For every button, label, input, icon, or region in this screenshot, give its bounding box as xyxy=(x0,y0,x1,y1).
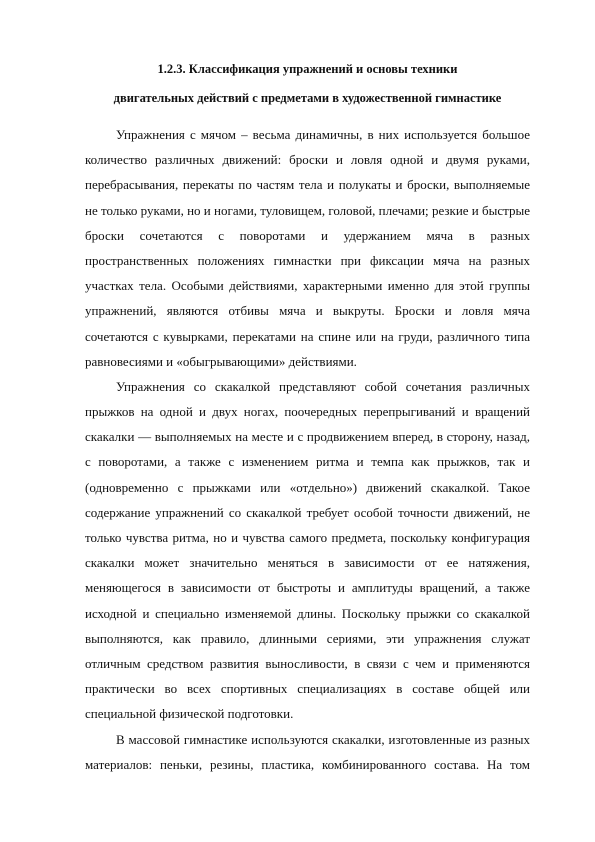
paragraph-line: отличным средством развития выносливости, в связи с чем и применяются xyxy=(85,655,530,671)
paragraph-line: выполняются, как правило, длинными сериями, эти упражнения служат xyxy=(85,630,530,646)
paragraph-line: Упражнения с мячом – весьма динамичны, в них используется большое xyxy=(116,127,530,142)
paragraph-line: броски сочетаются с поворотами и удержанием мяча в разных xyxy=(85,227,530,243)
paragraph-line: не только руками, но и ногами, туловищем, головой, плечами; резкие и быстрые xyxy=(85,202,530,218)
paragraph-mass-gymnastics xyxy=(85,727,530,777)
paragraph-line: исходной и специально изменяемой длины. Поскольку прыжки со скакалкой xyxy=(85,605,530,621)
paragraph-line: пространственных положениях гимнастки при фиксации мяча на разных xyxy=(85,252,530,268)
section-heading-line-2: двигательных действий с предметами в художественной гимнастике xyxy=(113,91,502,105)
paragraph-line: материалов: пеньки, резины, пластика, комбинированного состава. На том xyxy=(85,756,530,772)
paragraph-line: содержание упражнений со скакалкой требует особой точности движений, не xyxy=(85,504,530,520)
document-body xyxy=(85,122,530,777)
section-heading-line-1: 1.2.3. Классификация упражнений и основы техники xyxy=(157,62,458,76)
paragraph-line: специальной физической подготовки. xyxy=(85,706,294,722)
paragraph-line: количество различных движений: броски и ловля одной и двумя руками, xyxy=(85,152,530,168)
paragraph-line: меняющегося в зависимости от быстроты и амплитуды вращений, а также xyxy=(85,580,530,596)
paragraph-line: сочетаются с кувырками, перекатами на спине или на груди, различного типа xyxy=(85,328,530,344)
paragraph-line: (одновременно с прыжками или «отдельно») движений скакалкой. Такое xyxy=(85,479,530,495)
paragraph-rope-exercises xyxy=(85,374,530,727)
paragraph-line: перебрасывания, перекаты по частям тела и полукаты и броски, выполняемые xyxy=(85,177,530,193)
paragraph-line: практически во всех спортивных специализациях в составе общей или xyxy=(85,681,530,697)
paragraph-line: скакалки — выполняемых на месте и с продвижением вперед, в сторону, назад, xyxy=(85,429,530,445)
paragraph-line: Упражнения со скакалкой представляют собой сочетания различных xyxy=(116,378,530,394)
paragraph-line: прыжков на одной и двух ногах, поочередных перепрыгиваний и вращений xyxy=(85,404,530,420)
paragraph-line: упражнений, являются отбивы мяча и выкруты. Броски и ловля мяча xyxy=(85,303,530,319)
paragraph-line: равновесиями и «обыгрывающими» действиями. xyxy=(85,353,357,369)
paragraph-line: скакалки может значительно меняться в зависимости от ее натяжения, xyxy=(85,555,530,571)
paragraph-ball-exercises xyxy=(85,122,530,374)
paragraph-line: только чувства ритма, но и чувства самого предмета, поскольку конфигурация xyxy=(85,530,530,545)
paragraph-line: участках тела. Особыми действиями, характерными именно для этой группы xyxy=(85,278,530,294)
paragraph-line: В массовой гимнастике используются скакалки, изготовленные из разных xyxy=(116,731,530,747)
paragraph-line: с поворотами, а также с изменением ритма и темпа как прыжков, так и xyxy=(85,454,530,470)
